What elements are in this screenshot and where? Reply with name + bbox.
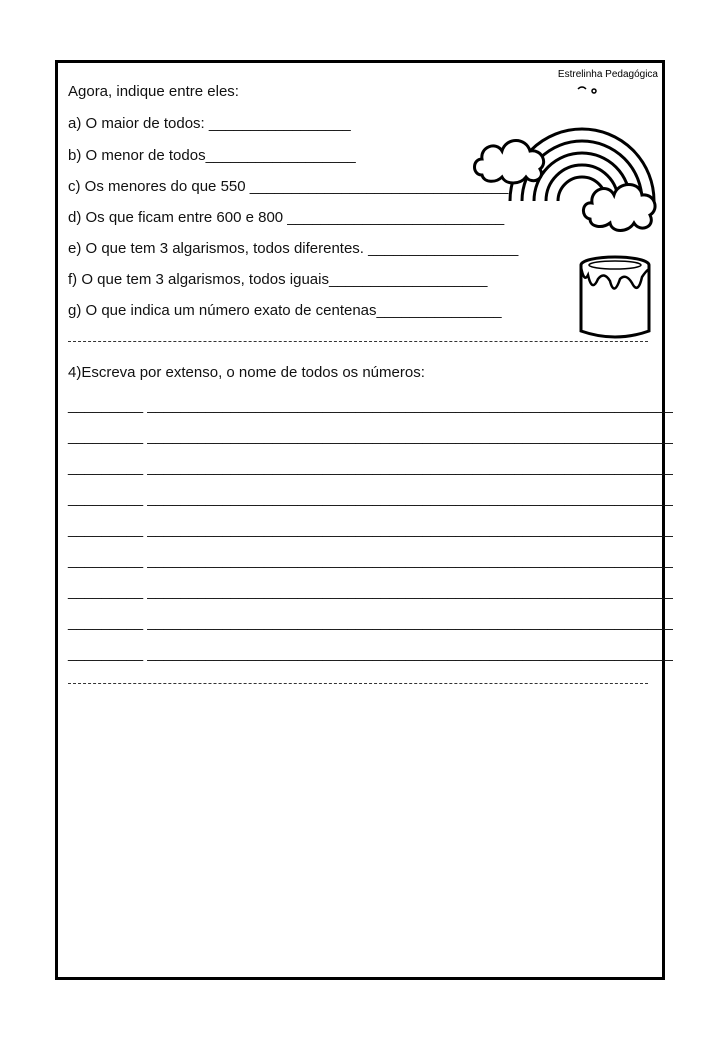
write-line: _________ _______________________________________________________________ [68,459,673,476]
write-line: _________ _______________________________________________________________ [68,428,673,445]
write-line: _________ _______________________________________________________________ [68,552,673,569]
section-divider [68,683,648,684]
brand-label: Estrelinha Pedagógica [557,69,658,80]
write-line: _________ _______________________________________________________________ [68,521,673,538]
write-line: _________ _______________________________________________________________ [68,645,673,662]
item-e: e) O que tem 3 algarismos, todos diferentes. __________________ [68,240,519,257]
question-4: 4)Escreva por extenso, o nome de todos os números: [68,364,425,381]
item-f: f) O que tem 3 algarismos, todos iguais___________________ [68,271,488,288]
worksheet-page [55,60,673,980]
item-c: c) Os menores do que 550 _______________________________ [68,178,509,195]
item-d: d) Os que ficam entre 600 e 800 __________________________ [68,209,505,226]
item-b: b) O menor de todos__________________ [68,147,356,164]
write-line: _________ _______________________________________________________________ [68,583,673,600]
section-divider [68,341,648,342]
item-a: a) O maior de todos: _________________ [68,115,351,132]
write-line: _________ _______________________________________________________________ [68,614,673,631]
write-line: _________ _______________________________________________________________ [68,397,673,414]
intro-text: Agora, indique entre eles: [68,83,239,100]
item-g: g) O que indica um número exato de centenas_______________ [68,302,502,319]
paint-bucket-icon [576,253,654,343]
write-line: _________ _______________________________________________________________ [68,490,673,507]
cloud-icon [580,173,660,237]
